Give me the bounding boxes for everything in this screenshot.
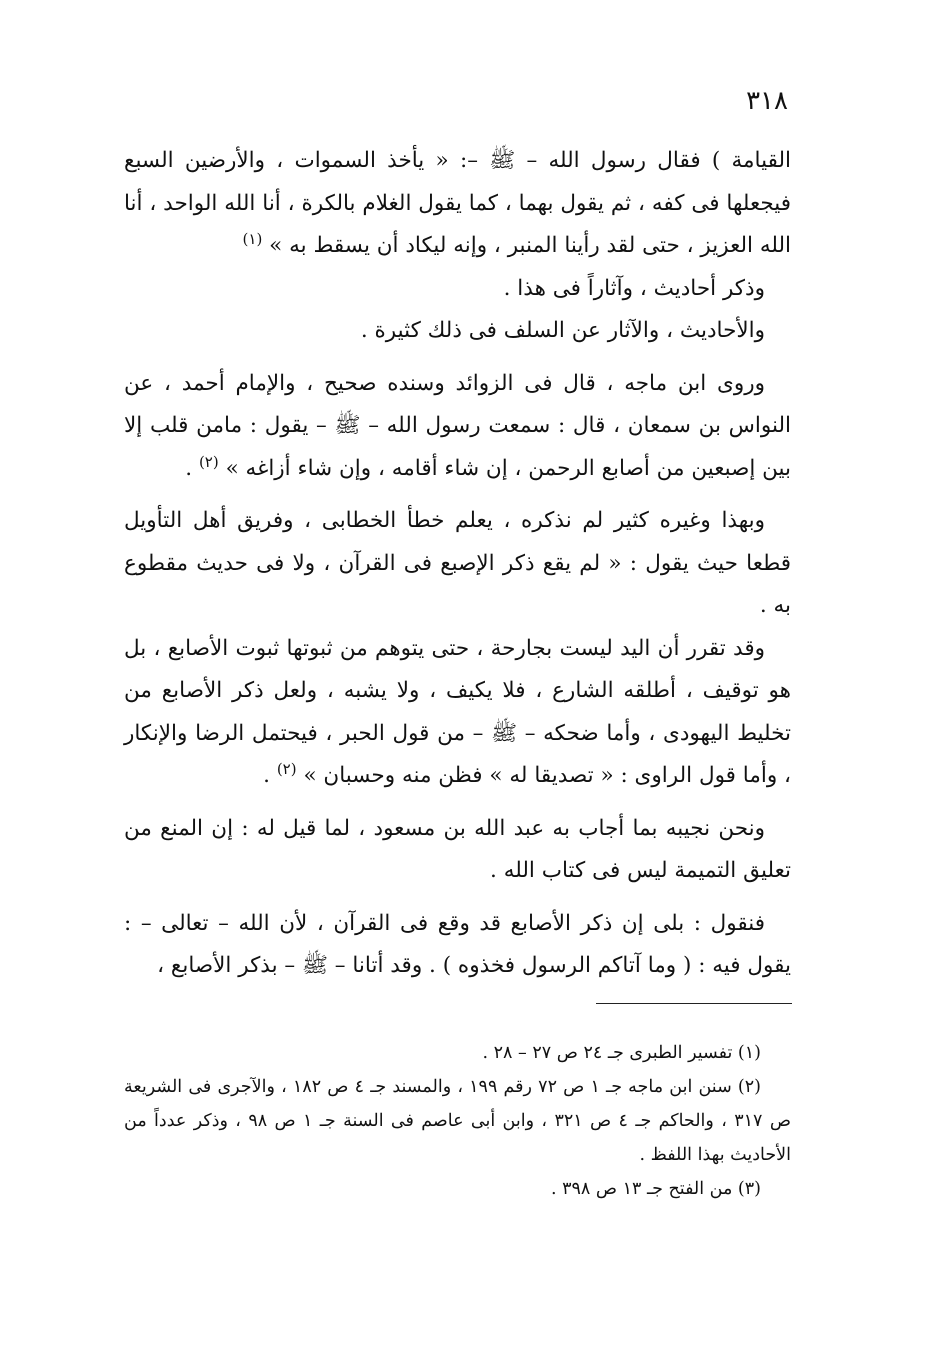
footnotes bbox=[124, 1036, 791, 1206]
paragraph bbox=[124, 268, 791, 311]
paragraph-text: القيامة ) فقال رسول الله – ﷺ –: « يأخذ السموات ، والأرضين السبع فيجعلها فى كفه ، ثم يقول بهما ، كما يقول الغلام بالكرة ، أنا الله الواحد ، أنا الله العزيز ، حتى لقد رأينا المنبر ، وإنه ليكاد أن يسقط به » bbox=[124, 148, 791, 258]
paragraph-text: وذكر أحاديث ، وآثاراً فى هذا . bbox=[503, 275, 765, 301]
footnote-ref: (٢) bbox=[198, 452, 219, 471]
paragraph-tail: . bbox=[263, 763, 277, 788]
footnote: (١) تفسير الطبرى جـ ٢٤ ص ٢٧ – ٢٨ . bbox=[482, 1043, 761, 1063]
footnote-ref: (١) bbox=[242, 229, 263, 248]
paragraph bbox=[124, 310, 791, 353]
paragraph-text: وبهذا وغيره كثير لم نذكره ، يعلم خطأ الخطابى ، وفريق أهل التأويل قطعا حيث يقول : « لم يقع ذكر الإصبع فى القرآن ، ولا فى حديث مقطوع به . bbox=[124, 508, 791, 618]
paragraph-text: ونحن نجيبه بما أجاب به عبد الله بن مسعود ، لما قيل له : إن المنع من تعليق التميمة ليس فى كتاب الله . bbox=[124, 815, 791, 883]
main-text bbox=[124, 140, 791, 988]
paragraph bbox=[124, 808, 791, 893]
paragraph-text: وروى ابن ماجه ، قال فى الزوائد وسنده صحيح ، والإمام أحمد ، عن النواس بن سمعان ، قال : سمعت رسول الله – ﷺ – يقول : مامن قلب إلا بين إصبعين من أصابع الرحمن ، إن شاء أقامه ، وإن شاء أزاغه » bbox=[124, 370, 791, 481]
footnote-ref: (٢) bbox=[276, 759, 297, 778]
page-number: ٣١٨ bbox=[746, 86, 788, 116]
footnote: (٢) سنن ابن ماجه جـ ١ ص ٧٢ رقم ١٩٩ ، والمسند جـ ٤ ص ١٨٢ ، والآجرى فى الشريعة ص ٣١٧ ، والحاكم جـ ٤ ص ٣٢١ ، وابن أبى عاصم فى السنة جـ ١ ص ٩٨ ، وذكر عدداً من الأحاديث بهذا اللفظ . bbox=[124, 1077, 791, 1165]
paragraph bbox=[124, 363, 791, 491]
paragraph bbox=[124, 140, 791, 268]
paragraph-text: وقد تقرر أن اليد ليست بجارحة ، حتى يتوهم من ثبوتها ثبوت الأصابع ، بل هو توقيف ، أطلقه الشارع ، فلا يكيف ، ولا يشبه ، ولعل ذكر الأصابع من تخليط اليهودى ، وأما ضحكه – ﷺ – من قول الحبر ، فيحتمل الرضا والإنكار ، وأما قول الراوى : « تصديقا له » فظن منه وحسبان » bbox=[124, 635, 791, 788]
paragraph bbox=[124, 500, 791, 628]
paragraph bbox=[124, 903, 791, 988]
paragraph-tail: . bbox=[185, 455, 199, 481]
footnote: (٣) من الفتح جـ ١٣ ص ٣٩٨ . bbox=[550, 1179, 761, 1199]
footnote-separator bbox=[596, 1003, 792, 1004]
paragraph-text: والأحاديث ، والآثار عن السلف فى ذلك كثيرة . bbox=[360, 318, 765, 343]
paragraph bbox=[124, 628, 791, 798]
paragraph-text: فنقول : بلى إن ذكر الأصابع قد وقع فى القرآن ، لأن الله – تعالى – : يقول فيه : ( وما آتاكم الرسول فخذوه ) . وقد أتانا – ﷺ – بذكر الأصابع ، bbox=[124, 910, 791, 978]
